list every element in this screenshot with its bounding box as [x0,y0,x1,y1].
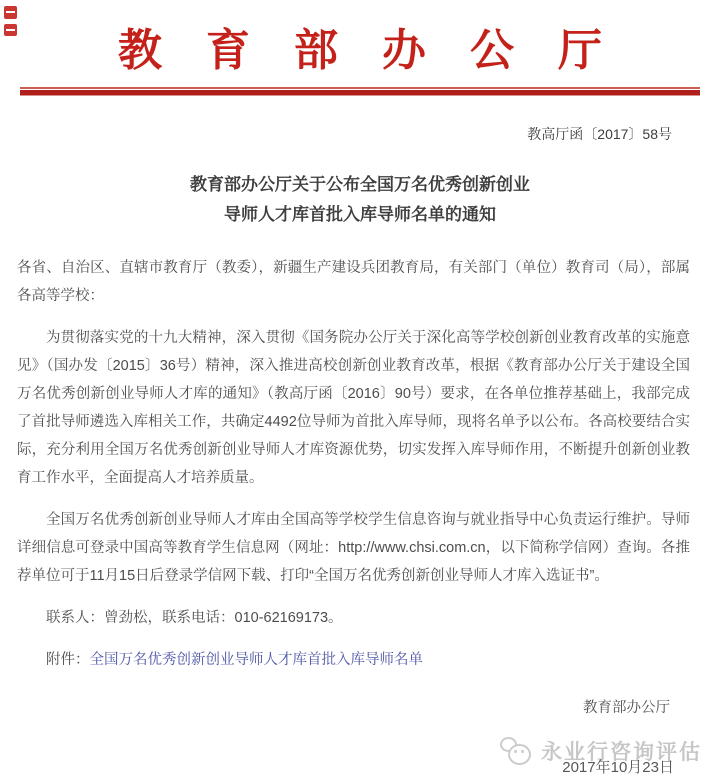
masthead-divider [20,87,700,96]
attachment-link[interactable]: 全国万名优秀创新创业导师人才库首批入库导师名单 [89,652,423,669]
body-paragraph-1: 为贯彻落实党的十九大精神，深入贯彻《国务院办公厅关于深化高等学校创新创业教育改革的实施意见》（国办发〔2015〕36号）精神，深入推进高校创新创业教育改革，根据《教育部办公厅关于建设全国万名优秀创新创业导师人才库的通知》（教高厅函〔2016〕90号）要求，在各单位推荐基础上，我部完成了首批导师遴选入库相关工作，共确定4492位导师为首批入库导师，现将名单予以公布。各高校要结合实际，充分利用全国万名优秀创新创业导师人才库资源优势，切实发挥入库导师作用，不断提升创新创业教育工作水平，全面提高人才培养质量。 [17,330,690,487]
contact-line: 联系人：曾劲松，联系电话：010-62169173。 [46,610,343,627]
corner-red-mark [4,6,17,19]
corner-red-mark [4,24,17,36]
attachment-label: 附件： [46,652,90,669]
panda-logo-icon [499,736,533,766]
attachment-line [17,646,690,674]
salutation: 各省、自治区、直辖市教育厅（教委），新疆生产建设兵团教育局，有关部门（单位）教育司（局），部属各高等学校： [17,260,690,305]
notice-body [17,254,690,674]
doc-number: 教高厅函〔2017〕58号 [527,126,672,143]
notice-title-line1: 教育部办公厅关于公布全国万名优秀创新创业 [190,175,530,195]
notice-title [0,170,720,230]
body-paragraph-2: 全国万名优秀创新创业导师人才库由全国高等学校学生信息咨询与就业指导中心负责运行维护。导师详细信息可登录中国高等教育学生信息网（网址：http://www.chsi.com.cn，以下简称学信网）查询。各推荐单位可于11月15日后登录学信网下载、打印“全国万名优秀创新创业导师人才库入选证书”。 [17,512,690,585]
watermark-text: 永业行咨询评估 [541,741,702,764]
notice-title-line2: 导师人才库首批入库导师名单的通知 [224,205,496,225]
doc-date: 2017年10月23日 [562,759,674,776]
agency-masthead: 教育部办公厅 [118,26,646,75]
issuing-agency-signature: 教育部办公厅 [583,700,670,717]
